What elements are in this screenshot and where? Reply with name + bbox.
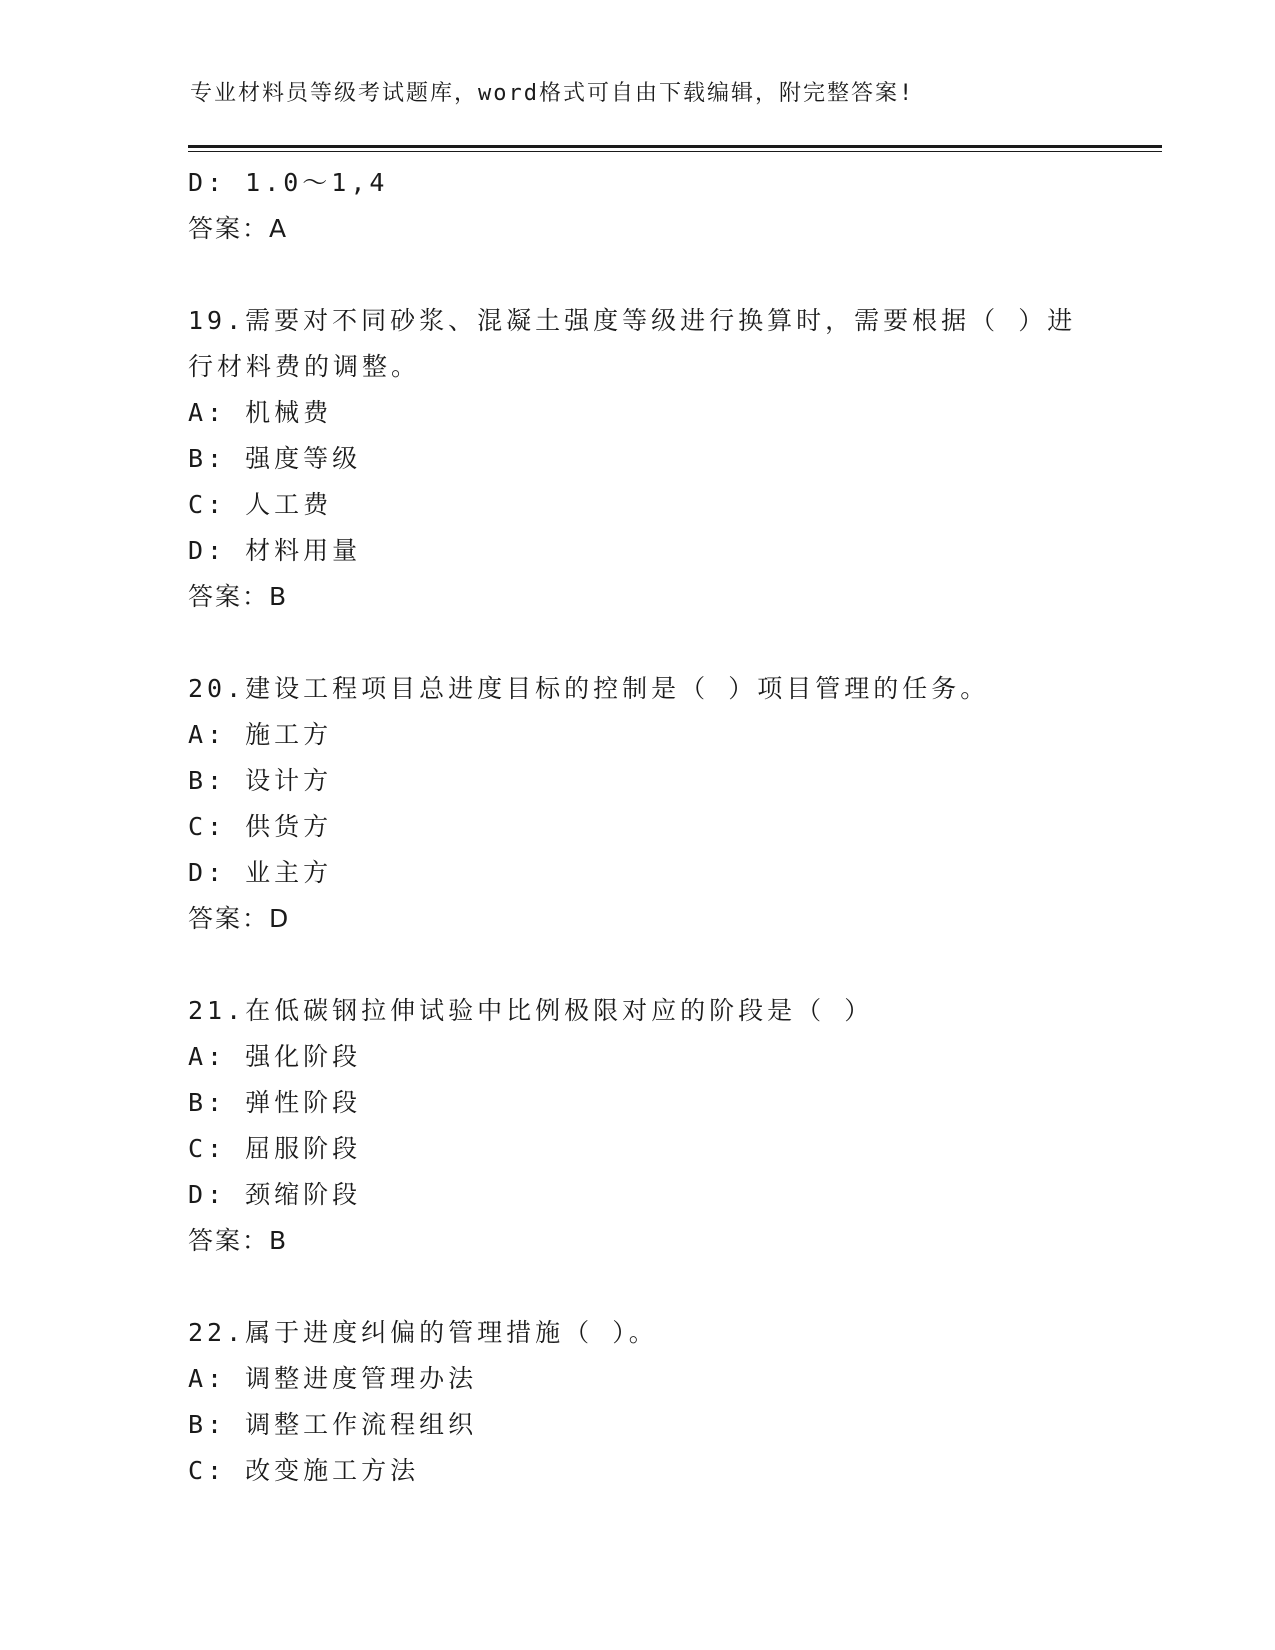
question-stem: 22.属于进度纠偏的管理措施（ ）。	[188, 1318, 658, 1347]
option-a: A: 调整进度管理办法	[188, 1364, 478, 1393]
question-stem: 19.需要对不同砂浆、混凝土强度等级进行换算时，需要根据（ ）进	[188, 306, 1077, 335]
spacer	[188, 942, 1088, 988]
option-d: D: 1.0～1,4	[188, 168, 389, 197]
option-c: C: 供货方	[188, 812, 333, 841]
header-rule-thin	[188, 151, 1162, 152]
spacer	[188, 620, 1088, 666]
answer-line: 答案：D	[188, 904, 291, 933]
answer-line: 答案：B	[188, 1226, 289, 1255]
option-a: A: 强化阶段	[188, 1042, 362, 1071]
option-b: B: 强度等级	[188, 444, 362, 473]
question-19	[188, 298, 1088, 620]
option-a: A: 施工方	[188, 720, 333, 749]
page-header: 专业材料员等级考试题库，word格式可自由下载编辑，附完整答案!	[190, 81, 915, 106]
answer-line: 答案：A	[188, 214, 289, 243]
option-a: A: 机械费	[188, 398, 333, 427]
option-c: C: 改变施工方法	[188, 1456, 420, 1485]
spacer	[188, 252, 1088, 298]
option-b: B: 弹性阶段	[188, 1088, 362, 1117]
spacer	[188, 1264, 1088, 1310]
option-b: B: 调整工作流程组织	[188, 1410, 478, 1439]
question-21	[188, 988, 1088, 1264]
question-20	[188, 666, 1088, 942]
option-d: D: 颈缩阶段	[188, 1180, 362, 1209]
option-d: D: 业主方	[188, 858, 333, 887]
option-d: D: 材料用量	[188, 536, 362, 565]
question-stem: 20.建设工程项目总进度目标的控制是（ ）项目管理的任务。	[188, 674, 990, 703]
document-body	[188, 160, 1088, 1494]
question-stem: 21.在低碳钢拉伸试验中比例极限对应的阶段是（ ）	[188, 996, 874, 1025]
header-rule-thick	[188, 145, 1162, 148]
option-b: B: 设计方	[188, 766, 333, 795]
question-22	[188, 1310, 1088, 1494]
answer-line: 答案：B	[188, 582, 289, 611]
option-c: C: 人工费	[188, 490, 333, 519]
question-stem-continued: 行材料费的调整。	[188, 352, 421, 381]
option-c: C: 屈服阶段	[188, 1134, 362, 1163]
